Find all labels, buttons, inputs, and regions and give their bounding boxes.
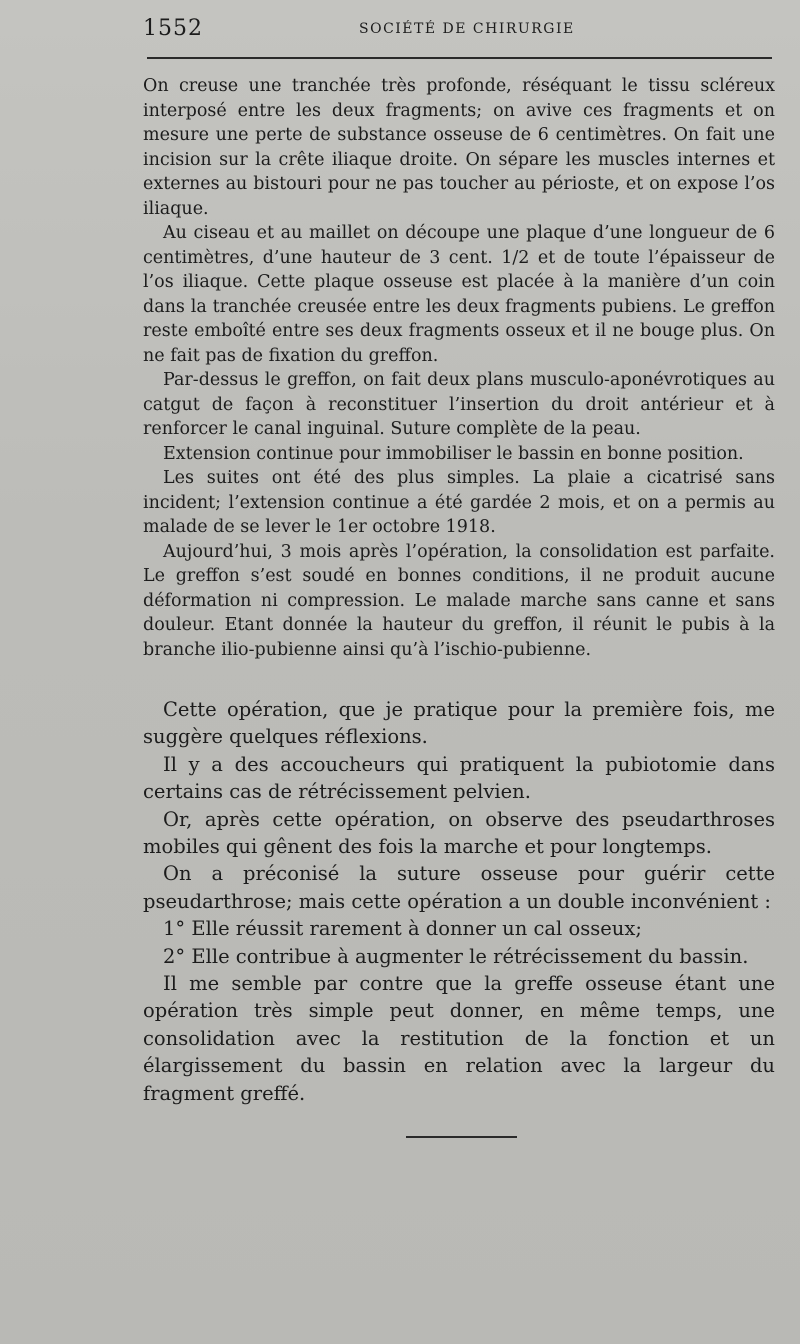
paragraph: Or, après cette opération, on observe des pseudarthroses mobiles qui gênent des fois la marche et pour longtemps. <box>143 807 775 859</box>
paragraph: Il y a des accoucheurs qui pratiquent la pubiotomie dans certains cas de rétrécissement pelvien. <box>143 752 775 804</box>
list-item: 1° Elle réussit rarement à donner un cal osseux; <box>163 917 642 941</box>
page-number: 1552 <box>143 16 203 41</box>
paragraph: On creuse une tranchée très profonde, réséquant le tissu scléreux interposé entre les deux fragments; on avive ces fragments et on mesure une perte de substance osseuse de 6 centimètres. On fait une incision sur la crête iliaque droite. On sépare les muscles internes et externes au bistouri pour ne pas toucher au périoste, et on expose l’os iliaque. <box>143 76 775 219</box>
paragraph: Aujourd’hui, 3 mois après l’opération, la consolidation est parfaite. Le greffon s’est soudé en bonnes conditions, il ne produit aucune déformation ni compression. Le malade marche sans canne et sans douleur. Etant donnée la hauteur du greffon, il réunit le pubis à la branche ilio-pubienne ainsi qu’à l’ischio-pubienne. <box>143 541 775 660</box>
paragraph: Au ciseau et au maillet on découpe une plaque d’une longueur de 6 centimètres, d’une hauteur de 3 cent. 1/2 et de toute l’épaisseur de l’os iliaque. Cette plaque osseuse est placée à la manière d’un coin dans la tranchée creusée entre les deux fragments pubiens. Le greffon reste emboîté entre ses deux fragments osseux et il ne bouge plus. On ne fait pas de fixation du greffon. <box>143 223 775 366</box>
reflections-text <box>143 696 775 1107</box>
list-item: 2° Elle contribue à augmenter le rétrécissement du bassin. <box>163 944 749 968</box>
paragraph: Les suites ont été des plus simples. La plaie a cicatrisé sans incident; l’extension continue a été gardée 2 mois, et on a permis au malade de se lever le 1er octobre 1918. <box>143 468 775 537</box>
paragraph: Par-dessus le greffon, on fait deux plans musculo-aponévrotiques au catgut de façon à reconstituer l’insertion du droit antérieur et à renforcer le canal inguinal. Suture complète de la peau. <box>143 370 775 439</box>
paragraph: On a préconisé la suture osseuse pour guérir cette pseudarthrose; mais cette opération a un double inconvénient : <box>143 862 775 913</box>
paragraph: Cette opération, que je pratique pour la première fois, me suggère quelques réflexions. <box>143 698 775 749</box>
running-head: SOCIÉTÉ DE CHIRURGIE <box>359 21 575 37</box>
page-header <box>143 14 773 44</box>
paragraph: Extension continue pour immobiliser le bassin en bonne position. <box>163 443 744 464</box>
end-rule <box>406 1136 517 1138</box>
header-rule <box>147 57 772 59</box>
paragraph: Il me semble par contre que la greffe osseuse étant une opération très simple peut donner, en même temps, une consolidation avec la restitution de la fonction et un élargissement du bassin en relation avec la largeur du fragment greffé. <box>143 972 775 1105</box>
case-report-text <box>143 74 775 662</box>
